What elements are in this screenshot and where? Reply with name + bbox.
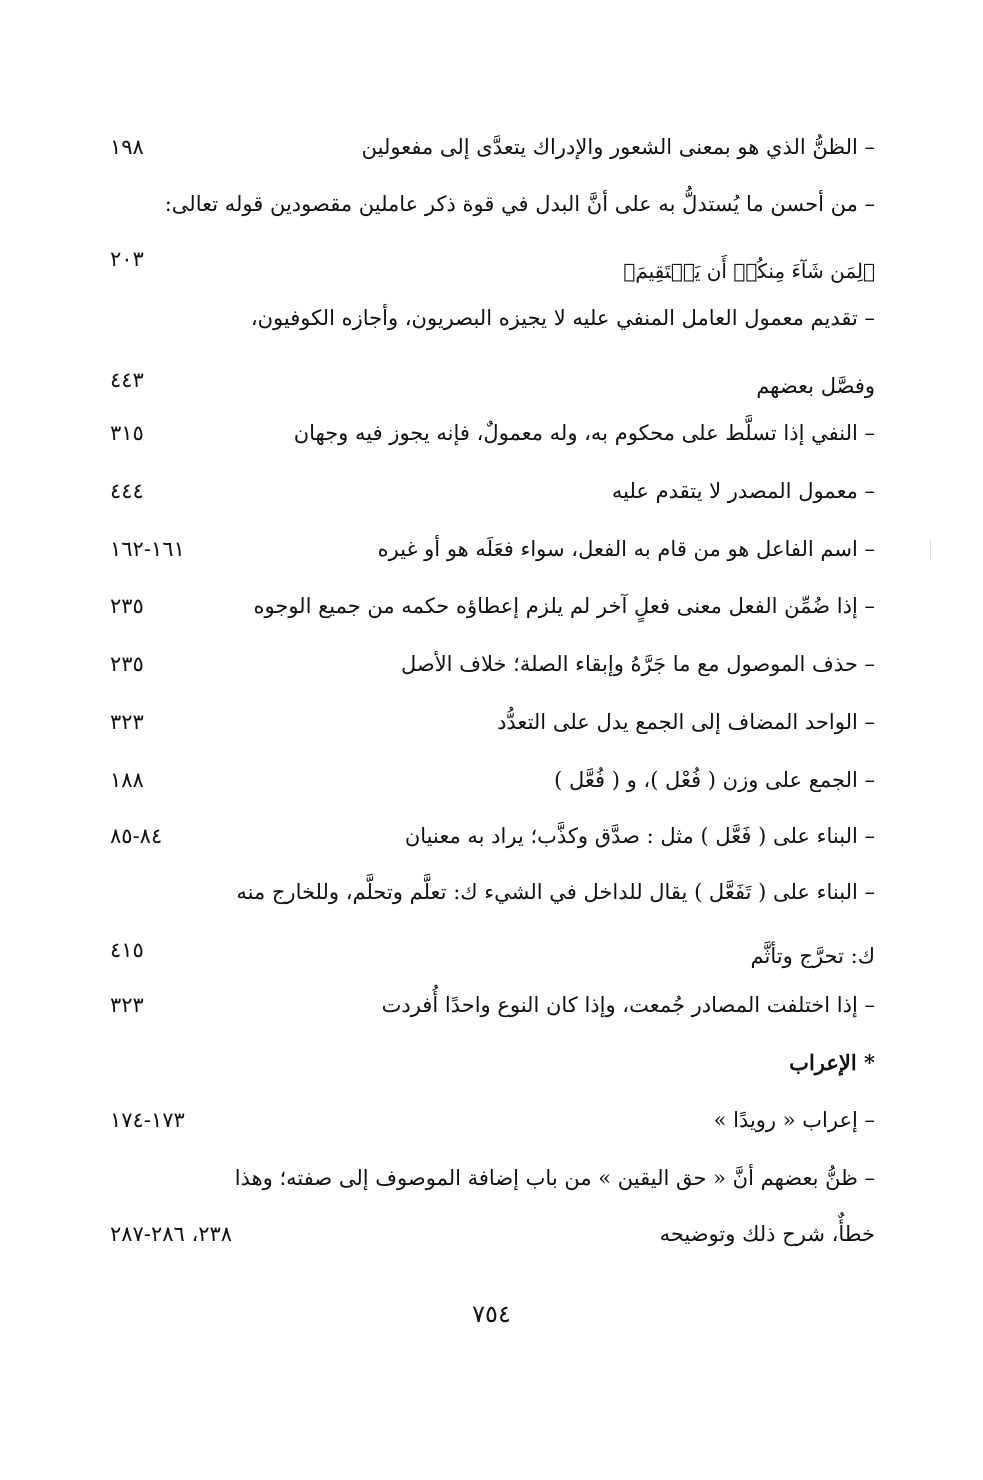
entry-text: – إعراب « رويدًا » bbox=[713, 1108, 875, 1132]
index-entry bbox=[110, 872, 875, 912]
quran-verse: ﴿لِمَن شَآءَ مِنكُمۡ أَن يَسۡتَقِيمَ﴾ bbox=[623, 259, 875, 283]
index-entry bbox=[110, 1158, 875, 1198]
entry-text: ك: تحرَّج وتأثَّم bbox=[750, 944, 875, 968]
page-number: ٧٥٤ bbox=[472, 1300, 511, 1328]
entry-page-ref: ٤٤٤ bbox=[110, 479, 144, 503]
index-entry bbox=[110, 1100, 875, 1140]
index-entry bbox=[110, 930, 875, 970]
section-heading: * الإعراب bbox=[789, 1050, 875, 1075]
entry-text: – حذف الموصول مع ما جَرَّهُ وإبقاء الصلة؛ خلاف الأصل bbox=[400, 652, 875, 676]
entry-page-ref: ٤١٥ bbox=[110, 938, 144, 962]
entry-text: – البناء على ( تَفَعَّل ) يقال للداخل في الشيء ك: تعلَّم وتحلَّم، وللخارج منه bbox=[236, 880, 875, 904]
index-entry bbox=[110, 127, 875, 167]
entry-page-ref: ١٩٨ bbox=[110, 135, 144, 159]
entry-page-ref: ١٧٣-١٧٤ bbox=[110, 1108, 185, 1132]
index-entry bbox=[110, 702, 875, 742]
index-entry bbox=[110, 529, 875, 569]
entry-text: خطأٌ، شرح ذلك وتوضيحه bbox=[659, 1222, 875, 1246]
index-entry bbox=[110, 360, 875, 400]
entry-page-ref: ٢٠٣ bbox=[110, 247, 144, 271]
entry-page-ref: ٣٢٣ bbox=[110, 993, 144, 1017]
index-entry bbox=[110, 245, 875, 285]
entry-text: – البناء على ( فَعَّل ) مثل : صدَّق وكذَّب؛ يراد به معنيان bbox=[404, 824, 875, 848]
index-entry bbox=[110, 760, 875, 800]
entry-text: – إذا اختلفت المصادر جُمعت، وإذا كان النوع واحدًا أُفردت bbox=[381, 993, 875, 1017]
entry-page-ref: ٢٣٥ bbox=[110, 652, 144, 676]
entry-text: – الواحد المضاف إلى الجمع يدل على التعدُّد bbox=[497, 710, 875, 734]
entry-text: وفصَّل بعضهم bbox=[756, 374, 875, 398]
margin-mark bbox=[930, 540, 931, 560]
entry-text: – الظنُّ الذي هو بمعنى الشعور والإدراك يتعدَّى إلى مفعولين bbox=[361, 135, 875, 159]
entry-page-ref: ٢٣٨، ٢٨٦-٢٨٧ bbox=[110, 1222, 233, 1246]
entry-text: – الجمع على وزن ( فُعْل )، و ( فُعَّل ) bbox=[554, 768, 875, 792]
entry-text: – اسم الفاعل هو من قام به الفعل، سواء فعَلَه هو أو غيره bbox=[377, 537, 875, 561]
index-entry bbox=[110, 586, 875, 626]
entry-page-ref: ٨٤-٨٥ bbox=[110, 824, 163, 848]
section-heading-row bbox=[110, 1043, 875, 1083]
index-entry bbox=[110, 1214, 875, 1254]
index-entry bbox=[110, 985, 875, 1025]
index-entry bbox=[110, 184, 875, 224]
entry-text: – ظنُّ بعضهم أنَّ « حق اليقين » من باب إضافة الموصوف إلى صفته؛ وهذا bbox=[234, 1166, 875, 1190]
entry-page-ref: ٢٣٥ bbox=[110, 594, 144, 618]
entry-text: – معمول المصدر لا يتقدم عليه bbox=[611, 479, 875, 503]
index-entry bbox=[110, 471, 875, 511]
index-entry bbox=[110, 644, 875, 684]
entry-text: – تقديم معمول العامل المنفي عليه لا يجيزه البصريون، وأجازه الكوفيون، bbox=[250, 306, 875, 330]
entry-text: – من أحسن ما يُستدلُّ به على أنَّ البدل في قوة ذكر عاملين مقصودين قوله تعالى: bbox=[164, 192, 875, 216]
entry-text: – إذا ضُمِّن الفعل معنى فعلٍ آخر لم يلزم إعطاؤه حكمه من جميع الوجوه bbox=[253, 594, 875, 618]
entry-page-ref: ١٨٨ bbox=[110, 768, 144, 792]
entry-page-ref: ١٦١-١٦٢ bbox=[110, 537, 185, 561]
entry-text: – النفي إذا تسلَّط على محكوم به، وله معمولٌ، فإنه يجوز فيه وجهان bbox=[293, 421, 875, 445]
entry-page-ref: ٣١٥ bbox=[110, 421, 144, 445]
index-entry bbox=[110, 413, 875, 453]
index-entry bbox=[110, 298, 875, 338]
index-entry bbox=[110, 816, 875, 856]
entry-page-ref: ٣٢٣ bbox=[110, 710, 144, 734]
entry-page-ref: ٤٤٣ bbox=[110, 368, 144, 392]
